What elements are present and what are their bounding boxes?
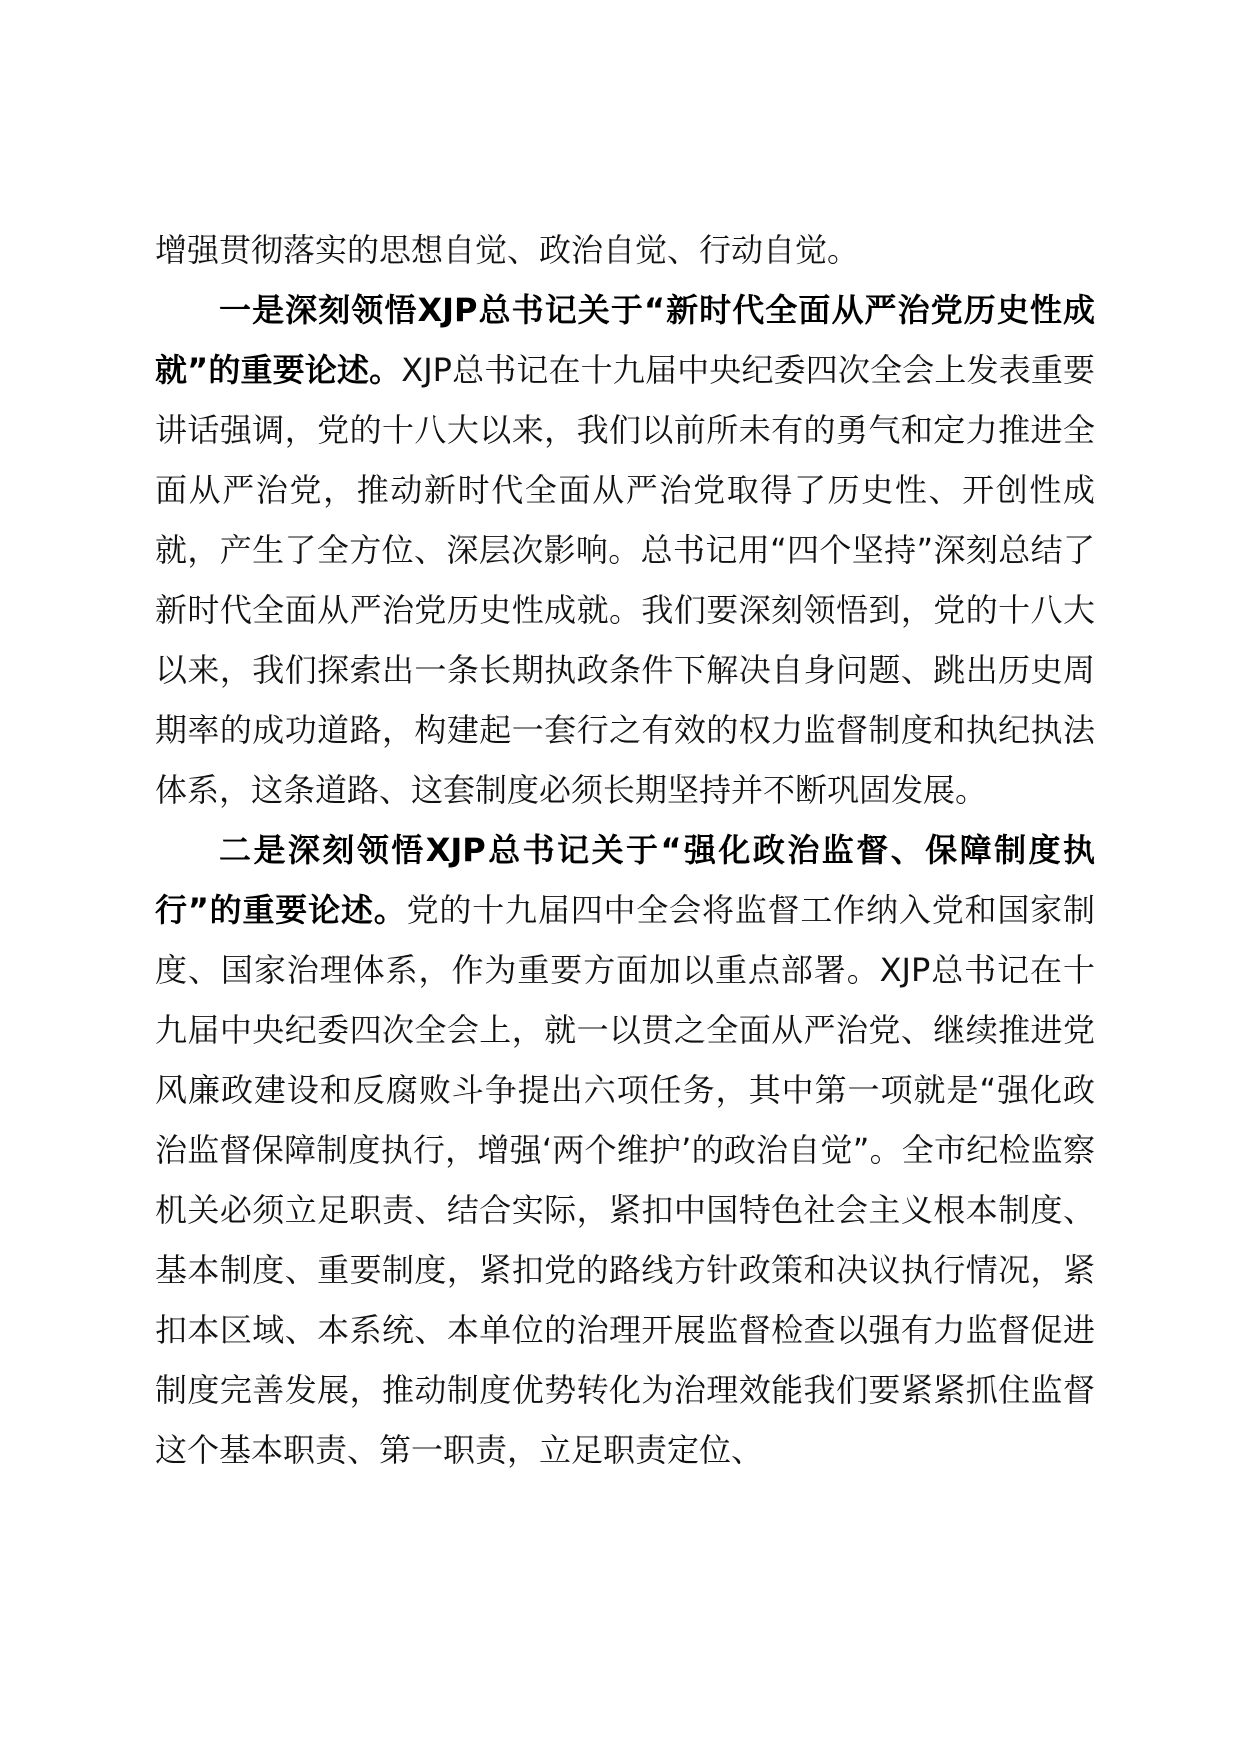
paragraph-body: 增强贯彻落实的思想自觉、政治自觉、行动自觉。 — [155, 231, 860, 269]
paragraph-body: 党的十九届四中全会将监督工作纳入党和国家制度、国家治理体系，作为重要方面加以重点部署。XJP总书记在十九届中央纪委四次全会上，就一以贯之全面从严治党、继续推进党风廉政建设和反腐败斗争提出六项任务，其中第一项就是“强化政治监督保障制度执行，增强‘两个维护’的政治自觉”。全市纪检监察机关必须立足职责、结合实际，紧扣中国特色社会主义根本制度、基本制度、重要制度，紧扣党的路线方针政策和决议执行情况，紧扣本区域、本系统、本单位的治理开展监督检查以强有力监督促进制度完善发展，推动制度优势转化为治理效能我们要紧紧抓住监督这个基本职责、第一职责，立足职责定位、 — [155, 891, 1095, 1469]
paragraph-lead-heading: 一是深刻领悟XJP总书记关于“新时代全面从严治党历史性成就”的重要论述。 — [155, 291, 1095, 389]
paragraph-point-one — [155, 280, 1095, 820]
paragraph-continuation — [155, 220, 1095, 280]
paragraph-body: XJP总书记在十九届中央纪委四次全会上发表重要讲话强调，党的十八大以来，我们以前所未有的勇气和定力推进全面从严治党，推动新时代全面从严治党取得了历史性、开创性成就，产生了全方位、深层次影响。总书记用“四个坚持”深刻总结了新时代全面从严治党历史性成就。我们要深刻领悟到，党的十八大以来，我们探索出一条长期执政条件下解决自身问题、跳出历史周期率的成功道路，构建起一套行之有效的权力监督制度和执纪执法体系，这条道路、这套制度必须长期坚持并不断巩固发展。 — [155, 351, 1095, 809]
paragraph-lead-heading: 二是深刻领悟XJP总书记关于“强化政治监督、保障制度执行”的重要论述。 — [155, 831, 1095, 929]
document-page — [155, 220, 1095, 1480]
paragraph-point-two — [155, 820, 1095, 1480]
